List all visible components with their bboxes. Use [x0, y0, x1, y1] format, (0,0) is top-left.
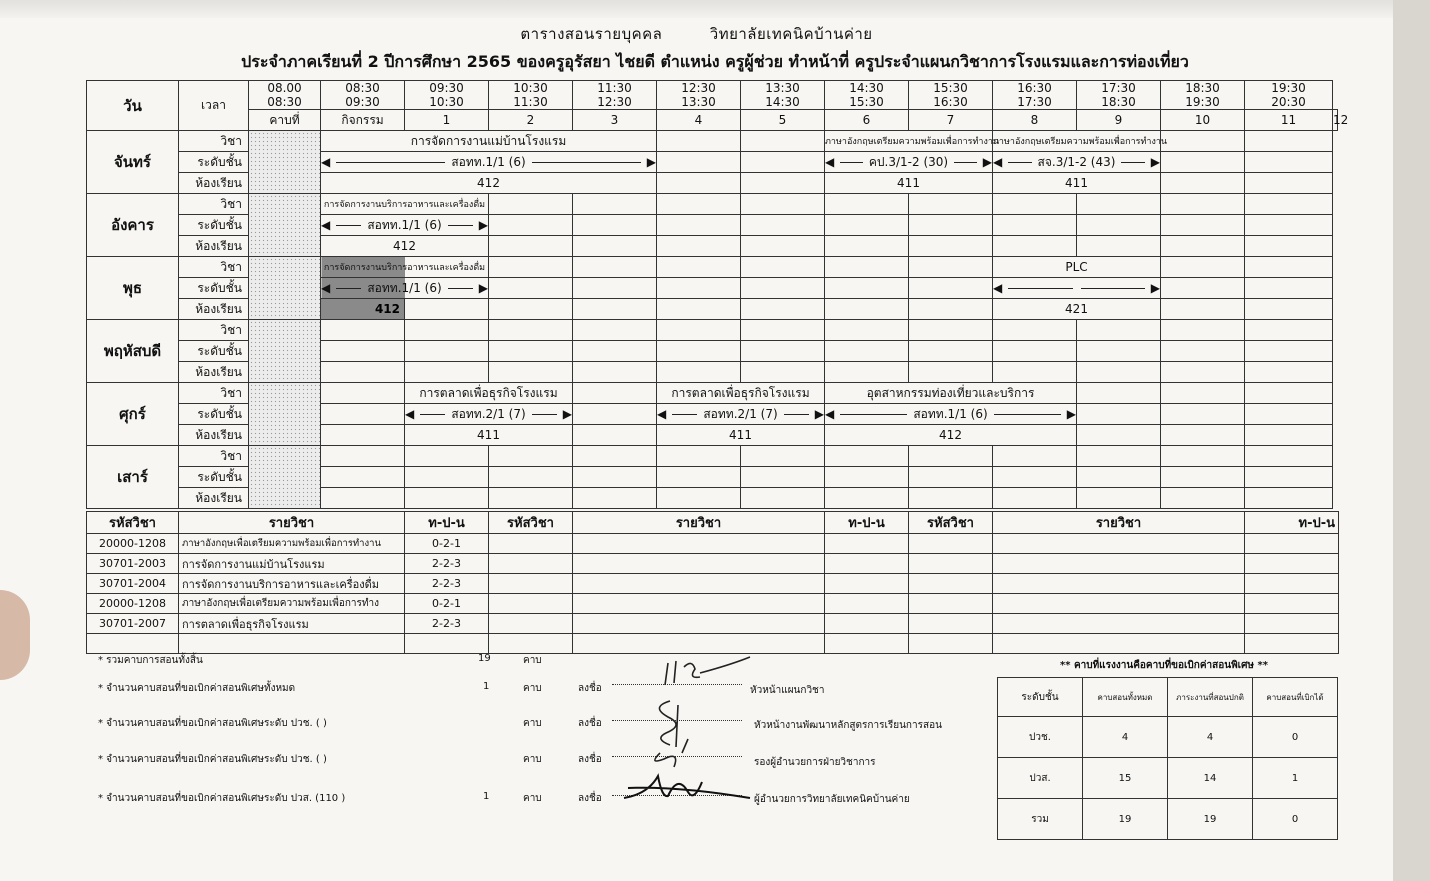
day-tuesday: อังคาร	[87, 194, 179, 257]
slot-start: 10:30	[513, 81, 548, 95]
day-thursday: พฤหัสบดี	[87, 320, 179, 383]
activity-cell	[249, 320, 321, 383]
claim-line-4: * จำนวนคาบสอนที่ขอเบิกค่าสอนพิเศษระดับ ปวส. (110 )	[98, 793, 346, 804]
row-label-subject: วิชา	[179, 446, 249, 467]
day-header: วัน	[87, 81, 179, 131]
col-code: รหัสวิชา	[489, 512, 573, 534]
mon-class1-subject: การจัดการงานแม่บ้านโรงแรม	[321, 131, 657, 152]
summary-header: คาบสอนทั้งหมด	[1083, 678, 1168, 717]
span-arrow: ◀ สอทท.1/1 (6) ▶	[321, 216, 488, 235]
slot-start: 19:30	[1271, 81, 1306, 95]
summary-header: ระดับชั้น	[998, 678, 1083, 717]
course-code: 20000-1208	[87, 534, 179, 554]
mon-class1-room: 412	[321, 173, 657, 194]
slot-start: 15:30	[933, 81, 968, 95]
slot-start: 09:30	[429, 81, 464, 95]
slot-start: 17:30	[1101, 81, 1136, 95]
row-label-room: ห้องเรียน	[179, 488, 249, 509]
col-tpn: ท-ป-น	[825, 512, 909, 534]
table-row	[998, 799, 1338, 840]
col-name: รายวิชา	[573, 512, 825, 534]
summary-level: ปวช.	[998, 717, 1083, 758]
total-periods-value: 19	[478, 653, 491, 664]
row-label-level: ระดับชั้น	[179, 467, 249, 488]
period-number: 6	[825, 110, 909, 131]
slot-end: 12:30	[597, 95, 632, 109]
tue-class1-subject: การจัดการงานบริการอาหารและเครื่องดื่ม	[321, 194, 489, 215]
slot-end: 16:30	[933, 95, 968, 109]
row-label-subject: วิชา	[179, 320, 249, 341]
period-number: 4	[657, 110, 741, 131]
span-arrow: ◀ สอทท.1/1 (6) ▶	[825, 405, 1076, 424]
period-number: 9	[1077, 110, 1161, 131]
unit-label: คาบ	[523, 718, 542, 729]
summary-total: 15	[1083, 758, 1168, 799]
mon-class3-level: สจ.3/1-2 (43)	[1037, 154, 1116, 169]
period-number: 8	[993, 110, 1077, 131]
period-number: 5	[741, 110, 825, 131]
slot-start: 13:30	[765, 81, 800, 95]
time-label: เวลา	[179, 81, 249, 131]
row-label-room: ห้องเรียน	[179, 299, 249, 320]
summary-normal: 19	[1168, 799, 1253, 840]
table-row	[998, 717, 1338, 758]
row-label-level: ระดับชั้น	[179, 404, 249, 425]
unit-label: คาบ	[523, 754, 542, 765]
row-label-room: ห้องเรียน	[179, 236, 249, 257]
slot-end: 14:30	[765, 95, 800, 109]
day-friday: ศุกร์	[87, 383, 179, 446]
slot-end: 09:30	[345, 95, 380, 109]
period-number: 12	[1333, 110, 1338, 131]
summary-title: ** คาบที่แรงงานคือคาบที่ขอเบิกค่าสอนพิเศษ **	[1060, 660, 1268, 671]
period-label: คาบที่	[249, 110, 321, 131]
row-label-room: ห้องเรียน	[179, 425, 249, 446]
fri-class2-room: 411	[657, 425, 825, 446]
fri-class2-level: สอทท.2/1 (7)	[703, 406, 778, 421]
fri-class1-subject: การตลาดเพื่อธุรกิจโรงแรม	[405, 383, 573, 404]
course-name: การตลาดเพื่อธุรกิจโรงแรม	[179, 614, 405, 634]
period-row	[87, 110, 1338, 131]
course-code: 30701-2007	[87, 614, 179, 634]
table-row	[87, 534, 1339, 554]
summary-claim: 0	[1253, 717, 1338, 758]
wed-class1-level: สอทท.1/1 (6)	[367, 280, 442, 295]
course-name: ภาษาอังกฤษเพื่อเตรียมความพร้อมเพื่อการทำงาน	[179, 534, 405, 554]
thumb	[0, 590, 30, 680]
slot-end: 15:30	[849, 95, 884, 109]
col-name: รายวิชา	[993, 512, 1245, 534]
sign-label: ลงชื่อ	[578, 793, 602, 804]
slot-start: 16:30	[1017, 81, 1052, 95]
signer-1: หัวหน้าแผนกวิชา	[750, 685, 825, 696]
row-label-level: ระดับชั้น	[179, 215, 249, 236]
activity-cell	[249, 194, 321, 257]
wed-class1-subject: การจัดการงานบริการอาหารและเครื่องดื่ม	[321, 257, 489, 278]
summary-level: ปวส.	[998, 758, 1083, 799]
document-title	[0, 22, 1393, 46]
course-code: 20000-1208	[87, 594, 179, 614]
slot-start: 18:30	[1185, 81, 1220, 95]
slot-end: 11:30	[513, 95, 548, 109]
summary-total: 19	[1083, 799, 1168, 840]
college-name: วิทยาลัยเทคนิคบ้านค่าย	[709, 25, 873, 43]
course-tpn: 0-2-1	[405, 534, 489, 554]
col-tpn: ท-ป-น	[405, 512, 489, 534]
unit-label: คาบ	[523, 655, 542, 666]
fri-class3-level: สอทท.1/1 (6)	[913, 406, 988, 421]
mon-class1-level: สอทท.1/1 (6)	[451, 154, 526, 169]
table-row	[87, 554, 1339, 574]
sign-label: ลงชื่อ	[578, 718, 602, 729]
slot-end: 10:30	[429, 95, 464, 109]
course-tpn: 0-2-1	[405, 594, 489, 614]
course-code: 30701-2004	[87, 574, 179, 594]
activity-cell	[249, 383, 321, 446]
summary-normal: 4	[1168, 717, 1253, 758]
slot-end: 13:30	[681, 95, 716, 109]
slot-start: 12:30	[681, 81, 716, 95]
row-label-room: ห้องเรียน	[179, 173, 249, 194]
course-tpn: 2-2-3	[405, 614, 489, 634]
mon-class3-subject: ภาษาอังกฤษเตรียมความพร้อมเพื่อการทำงาน	[993, 131, 1161, 152]
span-arrow: ◀ สอทท.1/1 (6) ▶	[321, 279, 488, 298]
span-arrow: ◀ คป.3/1-2 (30) ▶	[825, 153, 992, 172]
fri-class2-subject: การตลาดเพื่อธุรกิจโรงแรม	[657, 383, 825, 404]
scan-top-band	[0, 0, 1393, 18]
slot-start: 11:30	[597, 81, 632, 95]
total-periods-label: * รวมคาบการสอนทั้งสิ้น	[98, 655, 203, 666]
col-code: รหัสวิชา	[87, 512, 179, 534]
period-number: 7	[909, 110, 993, 131]
row-label-subject: วิชา	[179, 257, 249, 278]
period-number: 1	[405, 110, 489, 131]
sign-label: ลงชื่อ	[578, 683, 602, 694]
period-number: 3	[573, 110, 657, 131]
mon-class2-subject: ภาษาอังกฤษเตรียมความพร้อมเพื่อการทำงาน	[825, 131, 993, 152]
signature-mark	[630, 695, 720, 770]
span-arrow: ◀ ▶	[993, 281, 1160, 295]
timetable	[86, 80, 1349, 509]
slot-end: 08:30	[267, 95, 302, 109]
span-arrow: ◀ สอทท.1/1 (6) ▶	[321, 153, 656, 172]
summary-header: คาบสอนที่เบิกได้	[1253, 678, 1338, 717]
course-table	[86, 511, 1339, 654]
summary-total: 4	[1083, 717, 1168, 758]
row-label-subject: วิชา	[179, 131, 249, 152]
span-arrow: ◀ สอทท.2/1 (7) ▶	[405, 405, 572, 424]
row-label-level: ระดับชั้น	[179, 278, 249, 299]
activity-cell	[249, 257, 321, 320]
signer-4: ผู้อำนวยการวิทยาลัยเทคนิคบ้านค่าย	[754, 794, 910, 805]
slot-start: 14:30	[849, 81, 884, 95]
activity-cell	[249, 131, 321, 194]
tue-class1-level: สอทท.1/1 (6)	[367, 217, 442, 232]
span-arrow: ◀ สอทท.2/1 (7) ▶	[657, 405, 824, 424]
table-row	[998, 758, 1338, 799]
course-code: 30701-2003	[87, 554, 179, 574]
course-name: การจัดการงานแม่บ้านโรงแรม	[179, 554, 405, 574]
period-number: 2	[489, 110, 573, 131]
col-name: รายวิชา	[179, 512, 405, 534]
row-label-subject: วิชา	[179, 383, 249, 404]
claim-line-1: * จำนวนคาบสอนที่ขอเบิกค่าสอนพิเศษทั้งหมด	[98, 683, 296, 694]
row-label-subject: วิชา	[179, 194, 249, 215]
period-number: 11	[1245, 110, 1333, 131]
course-name: การจัดการงานบริการอาหารและเครื่องดื่ม	[179, 574, 405, 594]
claim-line-2: * จำนวนคาบสอนที่ขอเบิกค่าสอนพิเศษระดับ ปวช. ( )	[98, 718, 327, 729]
table-row	[87, 594, 1339, 614]
row-label-level: ระดับชั้น	[179, 341, 249, 362]
slot-end: 17:30	[1017, 95, 1052, 109]
summary-header: ภาระงานที่สอนปกติ	[1168, 678, 1253, 717]
mon-class2-room: 411	[825, 173, 993, 194]
wed-class2-subject: PLC	[993, 257, 1161, 278]
table-row	[87, 574, 1339, 594]
day-wednesday: พุธ	[87, 257, 179, 320]
signer-2: หัวหน้างานพัฒนาหลักสูตรการเรียนการสอน	[754, 720, 942, 731]
signer-3: รองผู้อำนวยการฝ่ายวิชาการ	[754, 757, 876, 768]
claim-value-4: 1	[483, 791, 490, 802]
fri-class3-room: 412	[825, 425, 1077, 446]
period-number: 10	[1161, 110, 1245, 131]
day-saturday: เสาร์	[87, 446, 179, 509]
slot-start: 08.00	[267, 81, 302, 95]
title-main: ตารางสอนรายบุคคล	[520, 25, 663, 43]
span-arrow: ◀ สจ.3/1-2 (43) ▶	[993, 153, 1160, 172]
sign-label: ลงชื่อ	[578, 754, 602, 765]
document-subtitle: ประจำภาคเรียนที่ 2 ปีการศึกษา 2565 ของครูอุรัสยา ไชยดี ตำแหน่ง ครูผู้ช่วย ทำหน้าที่ ครูประจำแผนกวิชาการโรงแรมและการท่องเที่ยว	[241, 52, 1189, 71]
wed-class2-room: 421	[993, 299, 1161, 320]
signature-mark	[618, 768, 758, 808]
tue-class1-room: 412	[321, 236, 489, 257]
day-monday: จันทร์	[87, 131, 179, 194]
row-label-room: ห้องเรียน	[179, 362, 249, 383]
course-name: ภาษาอังกฤษเพื่อเตรียมความพร้อมเพื่อการทำง	[179, 594, 405, 614]
unit-label: คาบ	[523, 683, 542, 694]
mon-class2-level: คป.3/1-2 (30)	[868, 154, 949, 169]
col-tpn: ท-ป-น	[1245, 512, 1339, 534]
unit-label: คาบ	[523, 793, 542, 804]
course-tpn: 2-2-3	[405, 554, 489, 574]
slot-end: 20:30	[1271, 95, 1306, 109]
signature-mark	[640, 655, 770, 700]
claim-line-3: * จำนวนคาบสอนที่ขอเบิกค่าสอนพิเศษระดับ ปวช. ( )	[98, 754, 327, 765]
summary-claim: 0	[1253, 799, 1338, 840]
summary-table	[997, 677, 1338, 840]
col-code: รหัสวิชา	[909, 512, 993, 534]
wed-class1-room: 412	[321, 299, 405, 320]
slot-end: 18:30	[1101, 95, 1136, 109]
row-label-level: ระดับชั้น	[179, 152, 249, 173]
slot-start: 08:30	[345, 81, 380, 95]
course-tpn: 2-2-3	[405, 574, 489, 594]
fri-class1-room: 411	[405, 425, 573, 446]
activity-label: กิจกรรม	[321, 110, 405, 131]
table-row	[87, 614, 1339, 634]
summary-normal: 14	[1168, 758, 1253, 799]
mon-class3-room: 411	[993, 173, 1161, 194]
summary-level: รวม	[998, 799, 1083, 840]
fri-class1-level: สอทท.2/1 (7)	[451, 406, 526, 421]
slot-end: 19:30	[1185, 95, 1220, 109]
summary-claim: 1	[1253, 758, 1338, 799]
fri-class3-subject: อุตสาหกรรมท่องเที่ยวและบริการ	[825, 383, 1077, 404]
activity-cell	[249, 446, 321, 509]
claim-value-1: 1	[483, 681, 490, 692]
